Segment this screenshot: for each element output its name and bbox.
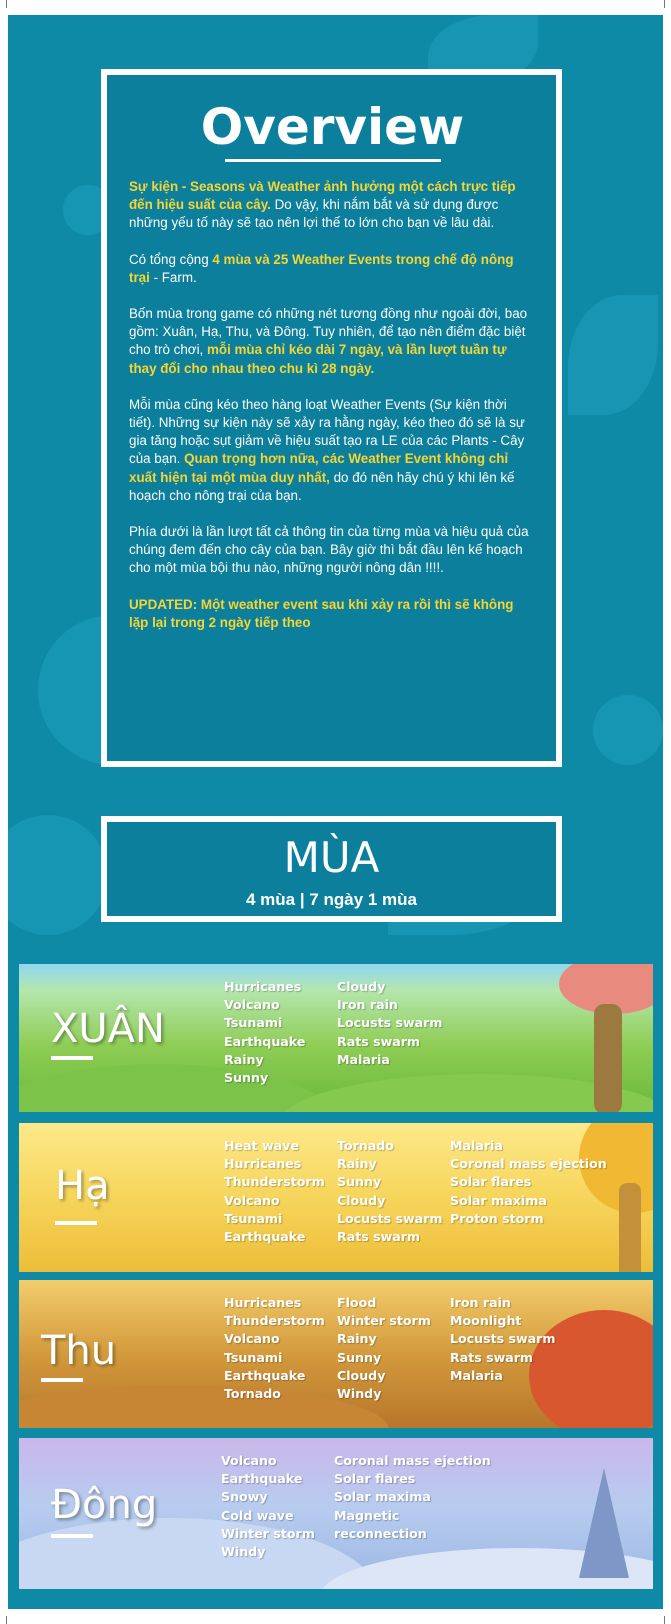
weather-event: Sunny <box>337 1174 382 1190</box>
highlight-text: 4 mùa và 25 Weather Events trong chế độ nông trại <box>129 251 514 285</box>
highlight-text: mỗi mùa chỉ kéo dài 7 ngày, và lần lượt tuần tự thay đổi cho nhau theo chu kì 28 ngày. <box>129 342 507 376</box>
weather-event: Earthquake <box>224 1367 306 1383</box>
overview-paragraph <box>129 396 536 505</box>
weather-event: Malaria <box>450 1367 503 1383</box>
season-name: XUÂN <box>51 1006 165 1052</box>
weather-event: Winter storm <box>221 1525 315 1541</box>
body-text: Có tổng cộng <box>129 251 213 267</box>
weather-event: Winter storm <box>337 1313 431 1329</box>
overview-paragraph <box>129 596 536 632</box>
event-column <box>450 1137 607 1228</box>
weather-event: Volcano <box>221 1453 277 1468</box>
event-column <box>224 1137 325 1246</box>
weather-event: Heat wave <box>224 1138 299 1153</box>
crop-mark <box>664 0 665 8</box>
weather-event: Flood <box>337 1295 377 1310</box>
decor-mountain <box>19 1518 379 1589</box>
weather-event: Windy <box>221 1544 266 1560</box>
event-column <box>337 1137 442 1246</box>
crop-mark <box>664 1616 665 1624</box>
weather-event: Earthquake <box>224 1033 306 1049</box>
overview-paragraph <box>129 305 536 378</box>
weather-event: Hurricanes <box>224 979 302 994</box>
title-underline <box>225 159 441 162</box>
seasons-title: MÙA <box>283 833 380 882</box>
season-banner-winter <box>19 1438 653 1589</box>
weather-event: Thunderstorm <box>224 1174 325 1190</box>
weather-event: Rats swarm <box>450 1349 534 1365</box>
weather-event: Locusts swarm <box>337 1015 443 1031</box>
weather-event: Earthquake <box>221 1471 303 1487</box>
highlight-text: Sự kiện - Seasons và Weather ảnh hưởng một cách trực tiếp đến hiệu suất của cây. <box>129 179 516 213</box>
weather-event: Cloudy <box>337 1367 386 1383</box>
body-text: Mỗi mùa cũng kéo theo hàng loạt Weather Events (Sự kiện thời tiết). Những sự kiện này sẽ xảy ra hằng ngày, kéo theo đó sẽ là sự gia tăng hoặc sụt giảm về hiệu suất tạo ra LE của các Plants - Cây của bạn. <box>129 396 525 467</box>
season-underline <box>51 1534 93 1538</box>
weather-event: Windy <box>337 1386 382 1402</box>
weather-event: Locusts swarm <box>337 1210 443 1226</box>
season-name: Hạ <box>55 1163 110 1209</box>
weather-event: Cloudy <box>337 979 386 994</box>
decor-leaf <box>568 295 658 415</box>
weather-event: Rainy <box>337 1331 377 1347</box>
overview-paragraph <box>129 178 536 233</box>
decor-tree-trunk <box>594 1004 622 1112</box>
event-column <box>337 1294 431 1403</box>
season-underline <box>51 1056 93 1060</box>
seasons-header-box <box>101 816 562 922</box>
weather-event: Tornado <box>337 1138 394 1153</box>
decor-tree-trunk <box>619 1183 641 1272</box>
weather-event: Malaria <box>450 1138 503 1153</box>
weather-event: Earthquake <box>224 1229 306 1245</box>
weather-event: Rats swarm <box>337 1229 421 1245</box>
weather-event: Coronal mass ejection <box>450 1156 607 1172</box>
event-column <box>334 1452 491 1543</box>
weather-event: Volcano <box>224 1331 280 1347</box>
weather-event: Proton storm <box>450 1210 544 1226</box>
season-banner-autumn <box>19 1280 653 1428</box>
weather-event: Sunny <box>337 1349 382 1365</box>
body-text: do đó nên hãy chú ý khi lên kế hoạch cho nông trại của bạn. <box>129 469 515 503</box>
weather-event: Rats swarm <box>337 1033 421 1049</box>
crop-mark <box>6 1616 7 1624</box>
event-column <box>224 1294 325 1403</box>
season-banner-summer <box>19 1123 653 1272</box>
season-banner-spring <box>19 964 653 1112</box>
crop-mark <box>6 0 7 8</box>
weather-event: Tsunami <box>224 1210 283 1226</box>
season-name: Thu <box>41 1328 117 1374</box>
weather-event: Tsunami <box>224 1015 283 1031</box>
weather-event: Hurricanes <box>224 1156 302 1172</box>
weather-event: Solar flares <box>450 1174 532 1190</box>
weather-event: Rainy <box>337 1156 377 1172</box>
weather-event: Sunny <box>224 1070 269 1086</box>
event-column <box>221 1452 315 1561</box>
weather-event: Snowy <box>221 1489 268 1505</box>
body-text: - Farm. <box>149 269 197 285</box>
weather-event: Coronal mass ejection <box>334 1453 491 1468</box>
event-column <box>224 978 305 1087</box>
overview-box <box>101 69 562 767</box>
weather-event: Hurricanes <box>224 1295 302 1310</box>
weather-event: Volcano <box>224 1192 280 1208</box>
decor-hill <box>19 1385 389 1428</box>
weather-event: Solar maxima <box>334 1489 431 1505</box>
body-text: Do vậy, khi nắm bắt và sử dụng được những yếu tố này sẽ tạo nên lợi thế to lớn cho bạn về lâu dài. <box>129 197 499 231</box>
decor-pine-tree <box>579 1468 629 1578</box>
event-column <box>337 978 442 1069</box>
weather-event: reconnection <box>334 1525 427 1541</box>
weather-event: Iron rain <box>337 997 398 1013</box>
weather-event: Solar flares <box>334 1471 416 1487</box>
weather-event: Tsunami <box>224 1349 283 1365</box>
weather-event: Volcano <box>224 997 280 1013</box>
event-column <box>450 1294 555 1385</box>
body-text: Bốn mùa trong game có những nét tương đồng như ngoài đời, bao gồm: Xuân, Hạ, Thu, và Đông. Tuy nhiên, để tạo nên điểm đặc biệt cho trò chơi, <box>129 306 528 358</box>
weather-event: Malaria <box>337 1051 390 1067</box>
season-name: Đông <box>51 1482 158 1528</box>
weather-event: Rainy <box>224 1051 264 1067</box>
decor-bubble <box>593 695 663 765</box>
highlight-text: Quan trọng hơn nữa, các Weather Event không chỉ xuất hiện tại một mùa duy nhất, <box>129 451 509 485</box>
overview-paragraph <box>129 251 536 287</box>
weather-event: Locusts swarm <box>450 1331 556 1347</box>
seasons-subtitle: 4 mùa | 7 ngày 1 mùa <box>245 890 418 909</box>
season-underline <box>41 1378 83 1382</box>
overview-paragraph: Phía dưới là lần lượt tất cả thông tin của từng mùa và hiệu quả của chúng đem đến cho cây của bạn. Bây giờ thì bắt đầu lên kế hoạch cho một mùa bội thu nào, những người nông dân !!!!. <box>129 524 529 576</box>
season-underline <box>55 1221 97 1225</box>
weather-event: Solar maxima <box>450 1192 547 1208</box>
weather-event: Iron rain <box>450 1295 511 1310</box>
weather-event: Moonlight <box>450 1313 522 1329</box>
overview-title: Overview <box>200 98 465 156</box>
weather-event: Cold wave <box>221 1507 294 1523</box>
decor-bubble <box>8 815 108 935</box>
weather-event: Tornado <box>224 1386 281 1402</box>
weather-event: Cloudy <box>337 1192 386 1208</box>
weather-event: Thunderstorm <box>224 1313 325 1329</box>
highlight-text: UPDATED: Một weather event sau khi xảy ra rồi thì sẽ không lặp lại trong 2 ngày tiếp theo <box>129 596 514 630</box>
weather-event: Magnetic <box>334 1507 400 1523</box>
